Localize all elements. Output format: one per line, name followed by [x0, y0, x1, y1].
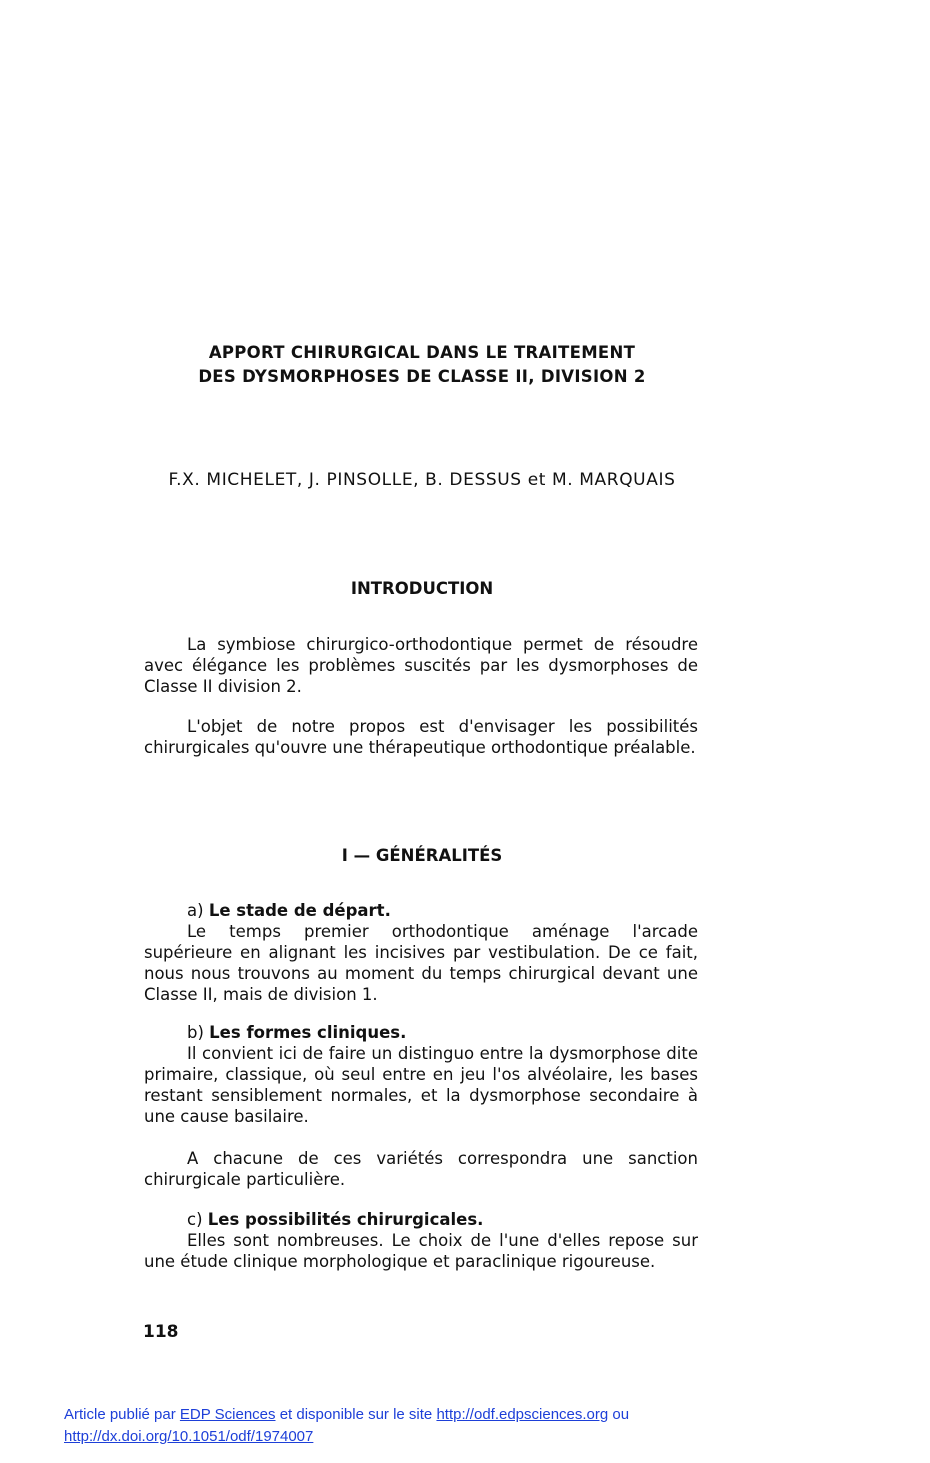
subsection-c [144, 1209, 698, 1272]
subsection-c-body: Elles sont nombreuses. Le choix de l'une d'elles repose sur une étude clinique morphologique et paraclinique rigoureuse. [144, 1231, 698, 1271]
footer-middle: et disponible sur le site [279, 1406, 433, 1423]
site-link[interactable]: http://odf.edpsciences.org [436, 1406, 609, 1423]
page-number: 118 [143, 1322, 179, 1342]
footer-citation [64, 1404, 884, 1448]
footer-prefix: Article publié par [64, 1406, 176, 1423]
intro-paragraph-2: L'objet de notre propos est d'envisager les possibilités chirurgicales qu'ouvre une thérapeutique orthodontique préalable. [144, 717, 698, 757]
article-title [140, 341, 704, 389]
subsection-c-heading [144, 1209, 698, 1230]
subsection-a-title: Le stade de départ. [208, 901, 391, 920]
subsection-b [144, 1022, 698, 1127]
subsection-a-body: Le temps premier orthodontique aménage l'arcade supérieure en alignant les incisives par vestibulation. De ce fait, nous nous trouvons au moment du temps chirurgical devant une Classe II, mais de division 1. [144, 922, 698, 1004]
subsection-b-followup: A chacune de ces variétés correspondra une sanction chirurgicale particulière. [144, 1149, 698, 1189]
subsection-b-heading [144, 1022, 698, 1043]
subsection-c-title: Les possibilités chirurgicales. [207, 1210, 484, 1229]
generalites-heading: I — GÉNÉRALITÉS [341, 846, 503, 865]
subsection-c-label: c) [187, 1210, 203, 1229]
subsection-a [144, 900, 698, 1005]
article-title-line-1: APPORT CHIRURGICAL DANS LE TRAITEMENT [208, 343, 636, 362]
subsection-a-heading [144, 900, 698, 921]
introduction-heading: INTRODUCTION [350, 579, 494, 598]
article-title-line-2: DES DYSMORPHOSES DE CLASSE II, DIVISION 2 [198, 367, 646, 386]
subsection-b-body: Il convient ici de faire un distinguo entre la dysmorphose dite primaire, classique, où seul entre en jeu l'os alvéolaire, les bases restant sensiblement normales, et la dysmorphose secondaire à une cause basilaire. [144, 1044, 698, 1126]
doi-link[interactable]: http://dx.doi.org/10.1051/odf/1974007 [64, 1428, 314, 1445]
subsection-b-label: b) [187, 1023, 204, 1042]
footer-suffix: ou [612, 1406, 630, 1423]
authors: F.X. MICHELET, J. PINSOLLE, B. DESSUS et M. MARQUAIS [168, 470, 676, 490]
intro-paragraph-1: La symbiose chirurgico-orthodontique permet de résoudre avec élégance les problèmes suscités par les dysmorphoses de Classe II division 2. [144, 635, 698, 696]
subsection-b-title: Les formes cliniques. [209, 1023, 407, 1042]
subsection-a-label: a) [187, 901, 204, 920]
edp-sciences-link[interactable]: EDP Sciences [179, 1406, 276, 1423]
